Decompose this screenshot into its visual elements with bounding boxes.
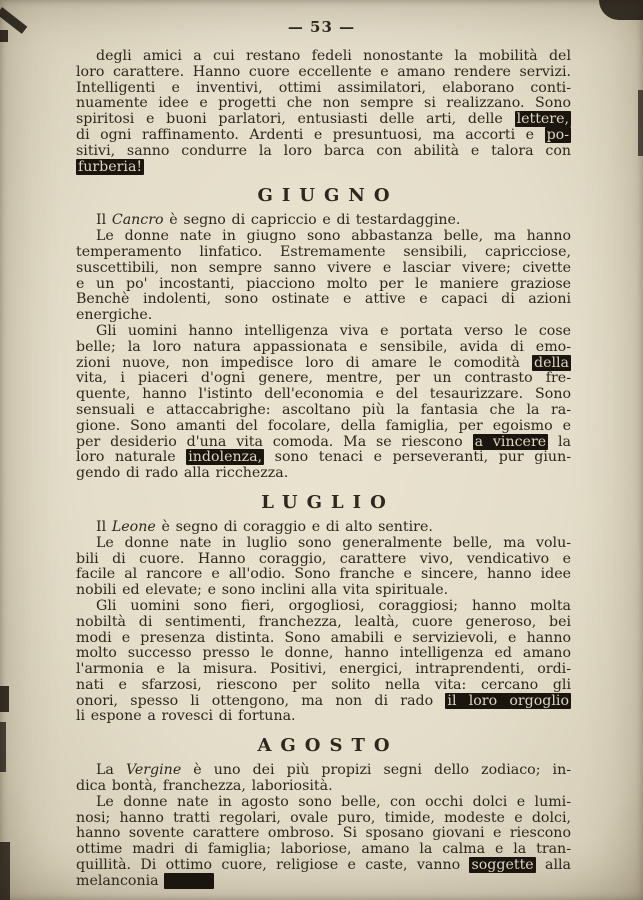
text-line: li espone a rovesci di fortuna.	[76, 708, 296, 725]
paragraph	[76, 324, 571, 482]
text-line: nuamente idee e progetti che non sempre si realizzano. Sono	[76, 95, 571, 112]
section-heading-giugno: GIUGNO	[257, 185, 399, 207]
text-line: nati e sfarzosi, riescono per solito nella vita: cercano gli	[76, 676, 571, 693]
text-line: La Vergine è uno dei più propizi segni dello zodiaco; in-	[96, 762, 571, 779]
text-line: loro naturale indolenza, sono tenaci e perseveranti, pur giun-	[76, 449, 571, 466]
text-line: onori, spesso li ottengono, ma non di rado il loro orgoglio	[76, 692, 570, 709]
scan-inverted-text: soggette	[471, 857, 534, 874]
text-line: Il Cancro è segno di capriccio e di testardaggine.	[96, 212, 461, 229]
text-line: temperamento linfatico. Estremamente sensibili, capricciose,	[76, 243, 571, 260]
text-line: facile al rancore e all'odio. Sono franche e sincere, hanno idee	[76, 566, 571, 583]
scan-inverted-text: po-	[546, 126, 569, 143]
scan-inverted-text: indolenza,	[188, 449, 263, 466]
text-line: Gli uomini hanno intelligenza viva e portata verso le cose	[96, 322, 571, 339]
scan-smudge-top-left-icon	[0, 30, 8, 42]
text-line: nosi; hanno tratti regolari, ovale puro, timide, modeste e dolci,	[76, 809, 571, 826]
text-line: Benchè indolenti, sono ostinate e attive e capaci di azioni	[76, 291, 571, 308]
text-line: Intelligenti e inventivi, ottimi assimilatori, elaborano conti-	[76, 79, 571, 96]
scan-smudge-left-edge-icon	[0, 686, 9, 712]
paragraph	[76, 795, 571, 890]
text-line: per desiderio d'una vita comoda. Ma se riescono a vincere la	[76, 433, 571, 450]
text-line: spiritosi e buoni parlatori, entusiasti delle arti, delle lettere,	[76, 111, 569, 128]
text-line: vita, i piaceri d'ogni genere, mentre, per un contrasto fre-	[76, 370, 571, 387]
paragraph	[76, 763, 571, 795]
scan-inverted-text: a vincere	[474, 433, 547, 450]
text-line: loro carattere. Hanno cuore eccellente e amano rendere servizi.	[76, 63, 571, 80]
text-line: bili di cuore. Hanno coraggio, carattere vivo, vendicativo e	[76, 550, 571, 567]
scan-inverted-text: della	[533, 354, 569, 371]
text-line: Il Leone è segno di coraggio e di alto sentire.	[96, 518, 433, 535]
text-line: nobiltà di sentimenti, franchezza, lealtà, cuore generoso, bei	[76, 613, 571, 630]
text-line: zioni nuove, non impedisce loro di amare le comodità della	[76, 354, 569, 371]
zodiac-sign-name: Leone	[111, 518, 156, 535]
text-line: modi e presenza distinta. Sono amabili e servizievoli, e hanno	[76, 629, 571, 646]
page-number: — 53 —	[287, 18, 356, 36]
text-line: molto successo presso le donne, hanno intelligenza ed amano	[76, 645, 571, 662]
text-line: Le donne nate in luglio sono generalmente belle, ma volu-	[96, 534, 571, 551]
text-line: energiche.	[76, 307, 153, 324]
paragraph	[76, 229, 571, 324]
text-line: belle; la loro natura appassionata e sensibile, avida di emo-	[76, 338, 571, 355]
paragraph	[76, 49, 571, 175]
page-content	[0, 36, 643, 890]
paragraph	[76, 536, 571, 599]
text-line: l'armonia e la misura. Positivi, energici, intraprendenti, ordi-	[76, 661, 571, 678]
text-line: sitivi, sanno condurre la loro barca con abilità e talora con	[76, 142, 571, 159]
text-line	[76, 160, 571, 176]
section-heading-luglio: LUGLIO	[261, 491, 395, 513]
text-line: sensuali e attaccabrighe: ascoltano più la fantasia che la ra-	[76, 401, 571, 418]
paragraph	[76, 213, 571, 229]
text-line: nobili ed elevate; e sono inclini alla vita spirituale.	[76, 582, 449, 599]
text-line: quillità. Di ottimo cuore, religiose e caste, vanno soggette alla	[76, 857, 571, 874]
scan-inverted-text: lettere,	[516, 111, 569, 128]
text-line: gione. Sono amanti del focolare, della famiglia, per egoismo e	[76, 417, 571, 434]
scan-smudge-right-edge-icon	[638, 90, 643, 156]
text-line: suscettibili, non sempre sanno vivere e lasciar vivere; civette	[76, 259, 571, 276]
scan-inverted-text	[164, 873, 214, 889]
section-heading-agosto: AGOSTO	[257, 735, 399, 757]
text-line: Gli uomini sono fieri, orgogliosi, coraggiosi; hanno molta	[96, 597, 571, 614]
scan-smudge-bottom-left-icon	[0, 842, 10, 900]
text-line: gendo di rado alla ricchezza.	[76, 465, 289, 482]
text-line: di ogni raffinamento. Ardenti e presuntuosi, ma accorti e po-	[76, 126, 569, 143]
text-line: hanno sovente carattere ombroso. Si sposano giovani e riescono	[76, 825, 571, 842]
paragraph	[76, 520, 571, 536]
text-line: ottime madri di famiglia; laboriose, amano la calma e la tran-	[76, 841, 571, 858]
zodiac-sign-name: Vergine	[125, 762, 182, 779]
zodiac-sign-name: Cancro	[111, 212, 164, 229]
text-line: degli amici a cui restano fedeli nonostante la mobilità del	[96, 48, 571, 64]
text-line: Le donne nate in giugno sono abbastanza belle, ma hanno	[96, 228, 571, 245]
text-line: dica bontà, franchezza, laboriosità.	[76, 778, 333, 795]
text-line: quente, hanno l'istinto dell'economia e del tesaurizzare. Sono	[76, 386, 571, 403]
scan-inverted-text: il loro orgoglio	[447, 692, 570, 709]
text-line: e un po' incostanti, piacciono molto per le maniere graziose	[76, 275, 571, 292]
scan-smudge-left-edge-icon	[0, 722, 6, 772]
scan-inverted-text: furberia!	[78, 158, 143, 175]
text-line: melanconia	[76, 874, 571, 890]
paragraph	[76, 599, 571, 725]
text-line: Le donne nate in agosto sono belle, con occhi dolci e lumi-	[96, 793, 571, 810]
